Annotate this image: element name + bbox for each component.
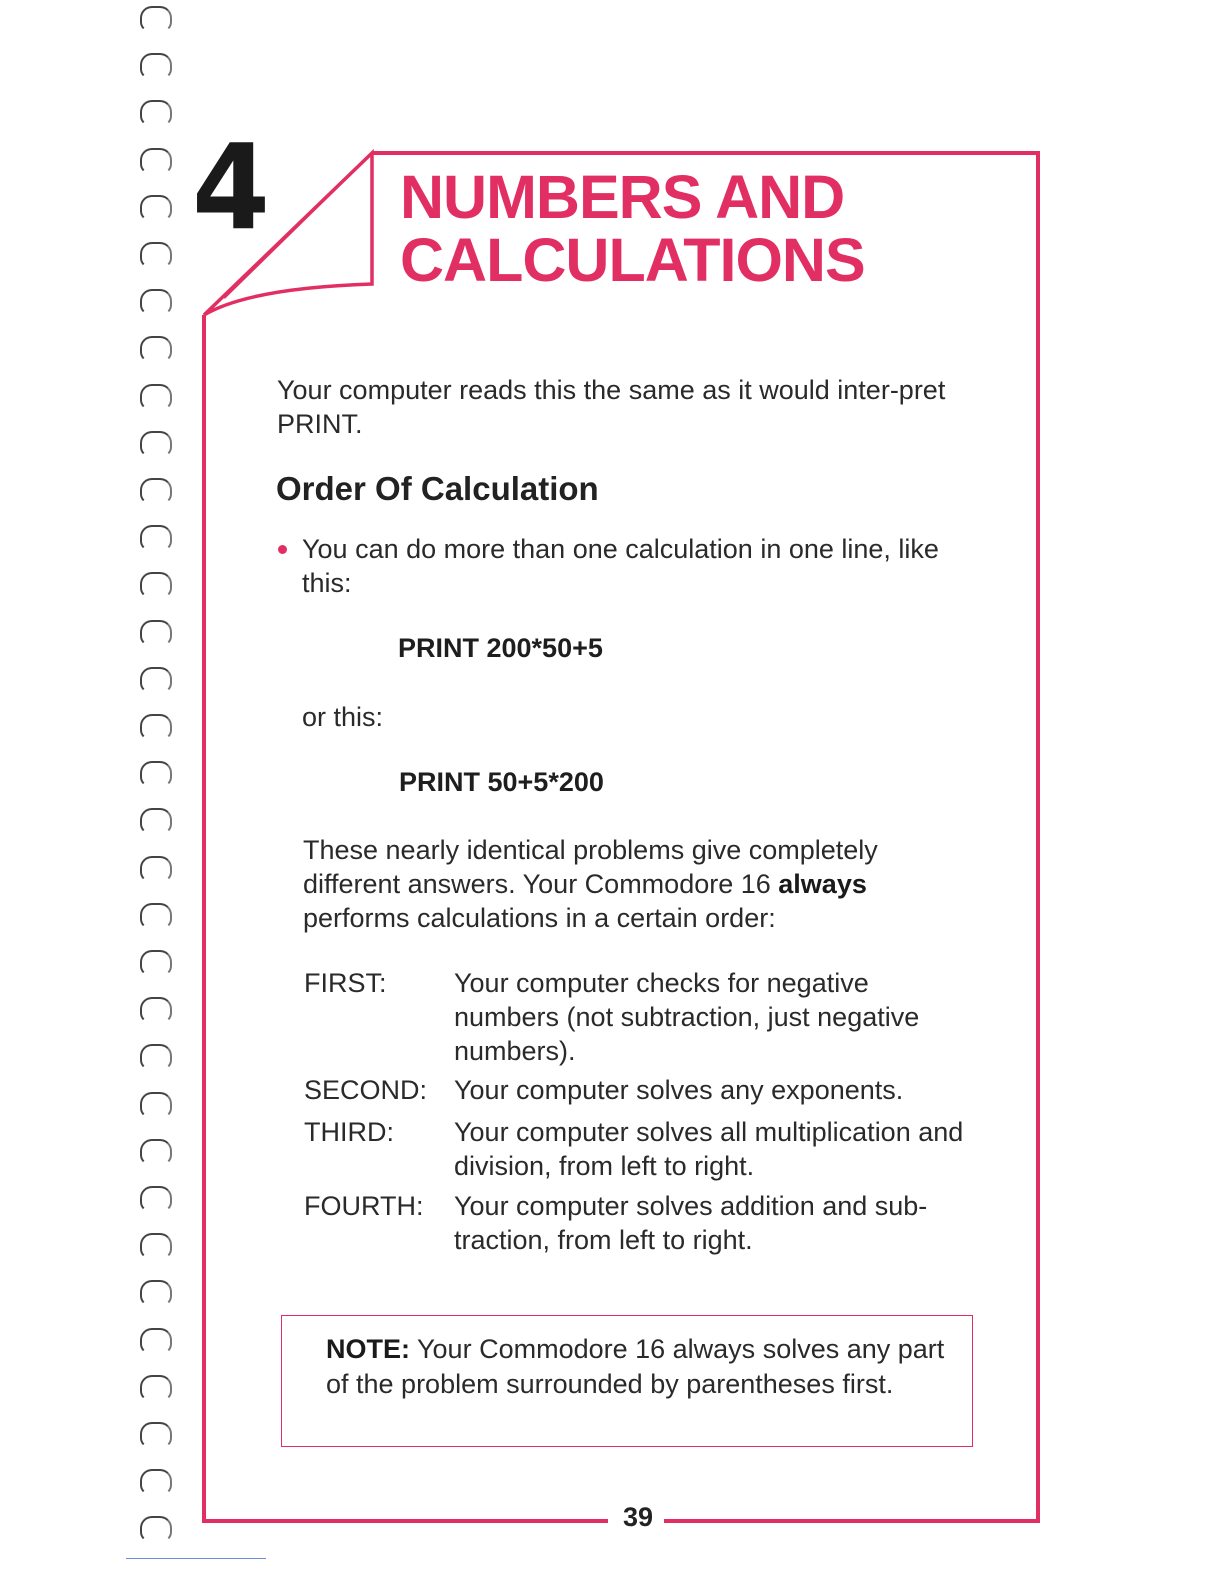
- explanation-after: performs calculations in a certain order:: [303, 903, 776, 933]
- bullet-dot-icon: [278, 545, 287, 554]
- explanation-emphasis: always: [778, 869, 867, 899]
- section-heading: Order Of Calculation: [276, 470, 599, 507]
- step-text: Your computer solves any exponents.: [454, 1075, 904, 1105]
- chapter-number: 4: [192, 118, 269, 256]
- chapter-title-line2: CALCULATIONS: [400, 226, 865, 294]
- step-label: THIRD:: [304, 1117, 394, 1147]
- page-number: 39: [612, 1502, 664, 1533]
- step-label: FIRST:: [304, 968, 387, 998]
- bullet-text: You can do more than one calculation in one line, like this:: [302, 534, 939, 598]
- step-label: SECOND:: [304, 1075, 428, 1105]
- step-text: Your computer solves all multiplication and division, from left to right.: [454, 1117, 964, 1181]
- note-label: NOTE:: [326, 1334, 410, 1364]
- explanation-paragraph: [303, 833, 943, 935]
- step-text: Your computer checks for negative numbers (not subtraction, just negative numbers).: [454, 968, 920, 1066]
- scan-edge-line: [126, 1558, 266, 1559]
- code-example-2: PRINT 50+5*200: [399, 767, 604, 797]
- chapter-title: [400, 163, 865, 294]
- note-box: [281, 1315, 973, 1447]
- code-example-1: PRINT 200*50+5: [398, 633, 603, 663]
- or-this-text: or this:: [302, 702, 384, 732]
- explanation-before: These nearly identical problems give completely different answers. Your Commodore 16: [303, 835, 878, 899]
- intro-paragraph: Your computer reads this the same as it would inter-pret PRINT.: [277, 375, 946, 439]
- step-label: FOURTH:: [304, 1191, 424, 1221]
- chapter-title-line1: NUMBERS AND: [400, 163, 845, 231]
- note-text: [326, 1332, 946, 1402]
- step-text: Your computer solves addition and sub-traction, from left to right.: [454, 1191, 928, 1255]
- note-body: Your Commodore 16 always solves any part of the problem surrounded by parentheses first.: [326, 1334, 945, 1399]
